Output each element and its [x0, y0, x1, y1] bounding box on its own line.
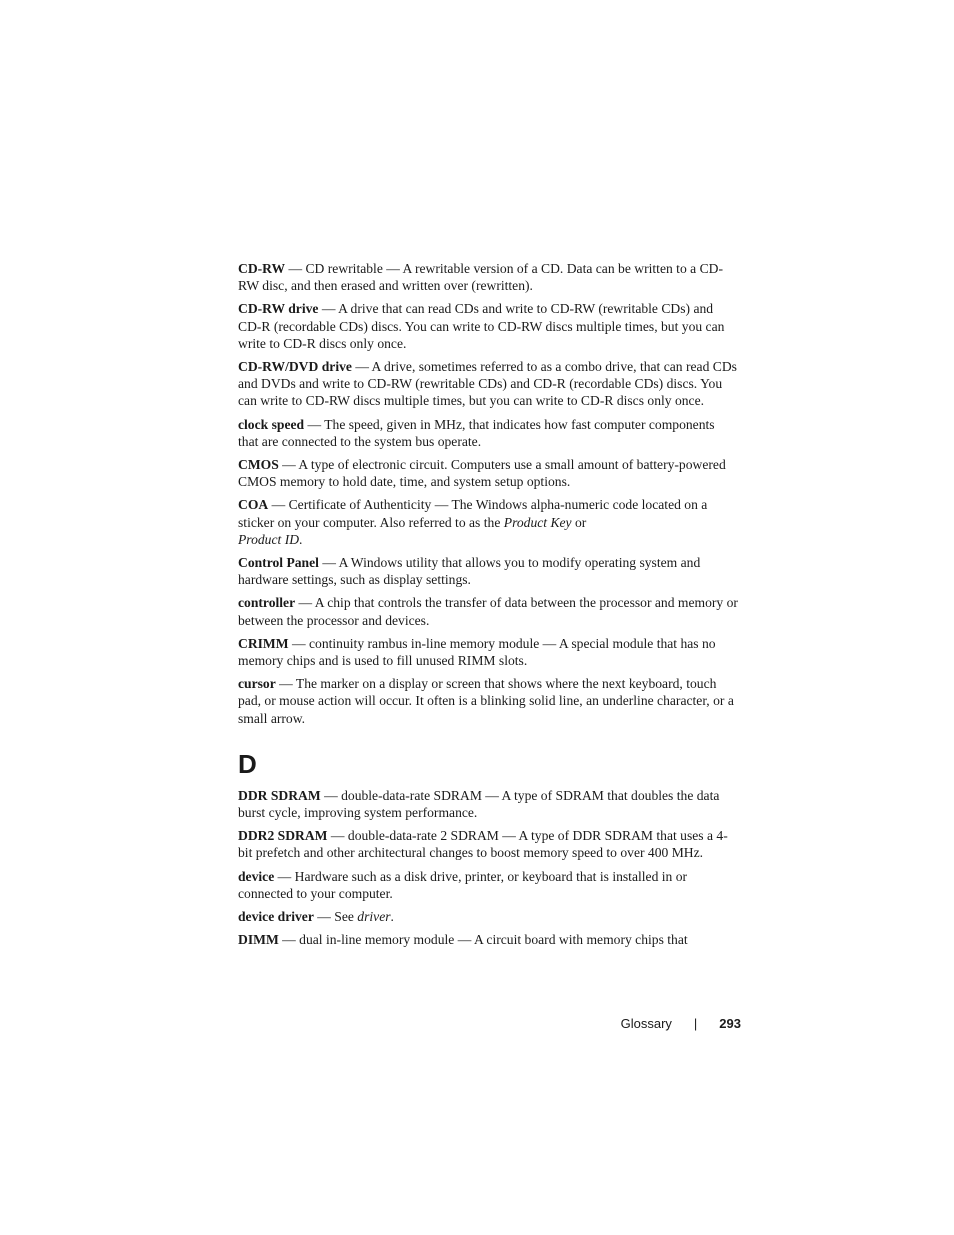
footer-separator: |: [693, 1016, 698, 1031]
glossary-term: CD-RW drive: [238, 301, 319, 317]
glossary-definition: — A drive, sometimes referred to as a combo drive, that can read CDs and DVDs and write to CD-RW (rewritable CDs) and CD-R (recordable CDs) discs. You can write to CD-RW discs multiple times, but you can write to CD-R discs only once.: [238, 359, 737, 409]
glossary-definition: — A drive that can read CDs and write to CD-RW (rewritable CDs) and CD-R (recordable CDs) discs. You can write to CD-RW discs multiple times, but you can write to CD-R discs only once.: [238, 301, 725, 351]
glossary-term: DIMM: [238, 932, 279, 948]
glossary-term: COA: [238, 497, 269, 513]
glossary-entry-cd-rw-dvd-drive: [238, 358, 738, 410]
glossary-entry-clock-speed: [238, 416, 738, 450]
glossary-definition-end: .: [299, 531, 303, 547]
glossary-entry-control-panel: [238, 554, 738, 588]
glossary-entry-device: [238, 868, 738, 902]
glossary-entry-coa: [238, 496, 738, 548]
glossary-entry-controller: [238, 594, 738, 628]
glossary-definition: — Hardware such as a disk drive, printer, or keyboard that is installed in or connected to your computer.: [238, 868, 688, 901]
glossary-definition: — double-data-rate 2 SDRAM — A type of DDR SDRAM that uses a 4-bit prefetch and other architectural changes to boost memory speed to over 400 MHz.: [238, 828, 728, 861]
glossary-definition: — See: [313, 909, 358, 925]
glossary-definition: — CD rewritable — A rewritable version of a CD. Data can be written to a CD-RW disc, and then erased and written over (rewritten).: [238, 261, 723, 294]
page-footer: [621, 1015, 741, 1032]
glossary-entry-dimm: [238, 931, 738, 948]
glossary-entry-device-driver: [238, 908, 738, 925]
glossary-content: [238, 260, 738, 955]
glossary-entry-ddr-sdram: [238, 787, 738, 821]
glossary-definition: — A Windows utility that allows you to modify operating system and hardware settings, such as display settings.: [238, 555, 701, 588]
section-heading-d: D: [238, 748, 257, 779]
glossary-term: cursor: [238, 676, 276, 692]
glossary-italic-term: Product ID: [238, 531, 300, 547]
glossary-definition-end: .: [390, 909, 394, 925]
glossary-entry-cursor: [238, 675, 738, 727]
glossary-definition: — dual in-line memory module — A circuit board with memory chips that: [278, 932, 688, 948]
glossary-term: Control Panel: [238, 555, 319, 571]
glossary-term: DDR SDRAM: [238, 787, 321, 803]
glossary-definition: — A chip that controls the transfer of data between the processor and memory or between the processor and devices.: [238, 595, 738, 628]
glossary-term: device: [238, 868, 275, 884]
glossary-definition-cont: or: [571, 514, 587, 530]
glossary-term: clock speed: [238, 416, 305, 432]
glossary-definition: — The marker on a display or screen that shows where the next keyboard, touch pad, or mouse action will occur. It often is a blinking solid line, an underline character, or a small arrow.: [238, 676, 734, 726]
glossary-definition: — continuity rambus in-line memory module — A special module that has no memory chips and is used to fill unused RIMM slots.: [238, 635, 716, 669]
glossary-term: CRIMM: [238, 635, 289, 651]
glossary-italic-term: driver: [357, 909, 391, 925]
glossary-term: device driver: [238, 909, 314, 925]
glossary-term: DDR2 SDRAM: [238, 828, 328, 844]
glossary-definition: — A type of electronic circuit. Computers use a small amount of battery-powered CMOS memory to hold date, time, and system setup options.: [238, 457, 726, 490]
glossary-entry-cmos: [238, 456, 738, 490]
glossary-definition: — double-data-rate SDRAM — A type of SDRAM that doubles the data burst cycle, improving system performance.: [238, 787, 720, 821]
glossary-entry-cd-rw-drive: [238, 300, 738, 352]
glossary-entry-crimm: [238, 635, 738, 669]
glossary-term: CD-RW: [238, 261, 286, 276]
glossary-entry-ddr2-sdram: [238, 827, 738, 861]
glossary-italic-term: Product Key: [503, 514, 572, 530]
glossary-term: controller: [238, 595, 296, 611]
glossary-definition: — The speed, given in MHz, that indicates how fast computer components that are connected to the system bus operate.: [238, 416, 715, 449]
glossary-term: CD-RW/DVD drive: [238, 359, 352, 375]
glossary-definition: — Certificate of Authenticity — The Windows alpha-numeric code located on a sticker on your computer. Also referred to as the: [238, 497, 708, 530]
page-number: 293: [719, 1016, 741, 1031]
glossary-term: CMOS: [238, 457, 279, 473]
footer-section-name: Glossary: [620, 1016, 672, 1031]
glossary-entry-cd-rw: [238, 260, 738, 294]
